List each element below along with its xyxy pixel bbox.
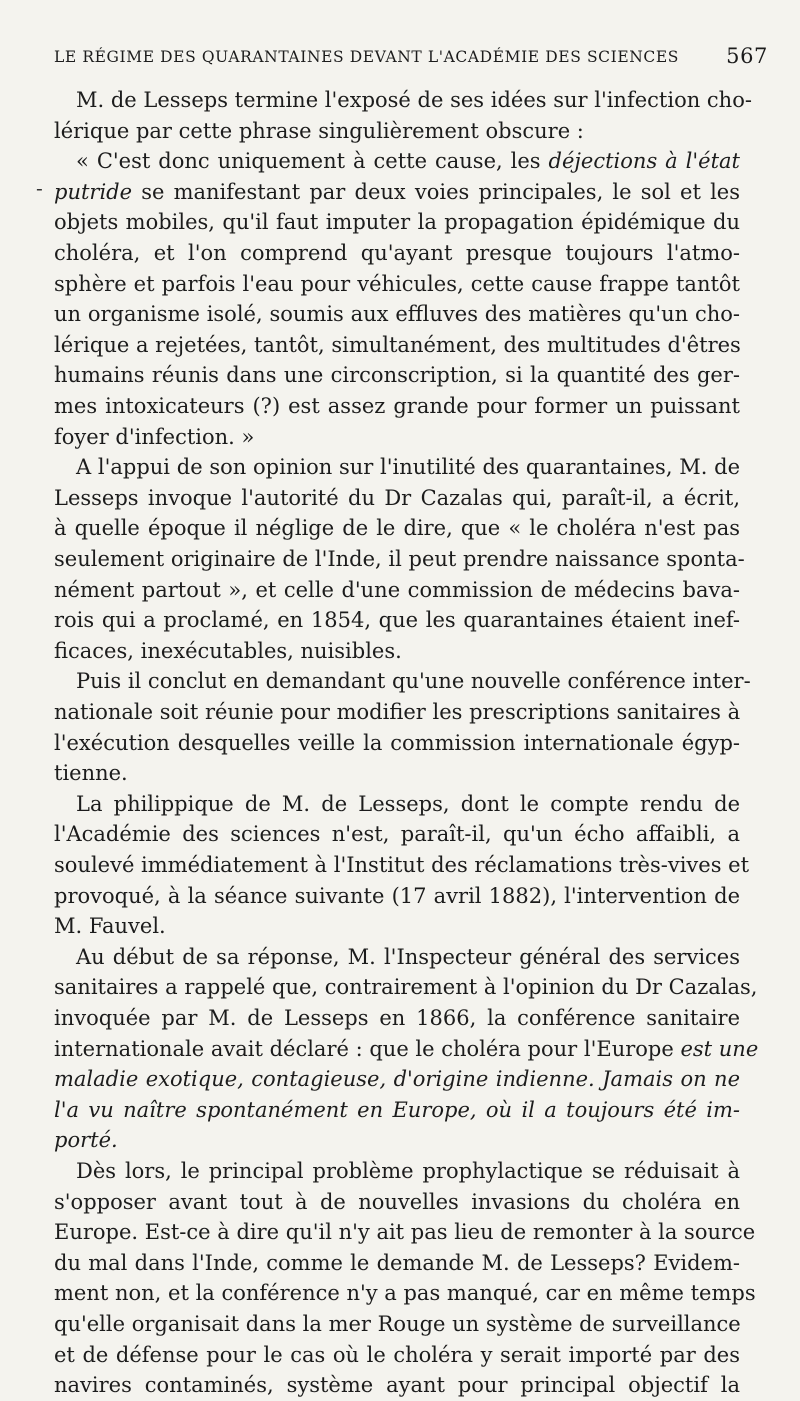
text-segment: internationale avait déclaré : que le choléra pour l'Europe — [54, 1036, 681, 1061]
text-line — [54, 696, 740, 728]
page-number: 567 — [726, 44, 768, 68]
italic-segment: maladie exotique, contagieuse, d'origine indienne. Jamais on ne — [54, 1067, 740, 1092]
text-line — [76, 941, 740, 973]
text-segment: mes intoxicateurs (?) est assez grande pour former un puissant — [54, 394, 740, 418]
text-line — [76, 788, 740, 820]
text-line — [54, 421, 740, 453]
text-segment: l'Académie des sciences n'est, paraît-il, qu'un écho affaibli, a — [54, 822, 740, 847]
text-line — [54, 757, 740, 789]
text-segment: choléra, et l'on comprend qu'ayant presque toujours l'atmo- — [54, 241, 740, 265]
text-segment: « C'est donc uniquement à cette cause, les — [76, 149, 549, 174]
text-segment: rois qui a proclamé, en 1854, que les quarantaines étaient inef- — [54, 608, 740, 633]
running-title: LE RÉGIME DES QUARANTAINES DEVANT L'ACADÉMIE DES SCIENCES — [54, 48, 680, 66]
italic-segment: porté. — [54, 1128, 118, 1153]
text-line — [54, 329, 740, 361]
italic-segment: est une — [680, 1036, 759, 1061]
text-line — [54, 512, 740, 544]
text-segment: M. de Lesseps termine l'exposé de ses idées sur l'infection cho- — [76, 88, 752, 112]
text-segment: humains réunis dans une circonscription, si la quantité des ger- — [54, 363, 740, 388]
italic-segment: l'a vu naître spontanément en Europe, où il a toujours été im- — [54, 1097, 740, 1122]
text-segment: nément partout », et celle d'une commission de médecins bava- — [54, 577, 740, 602]
text-segment: un organisme isolé, soumis aux effluves des matières qu'un cho- — [54, 302, 740, 327]
text-line — [54, 1186, 740, 1218]
text-segment: Au début de sa réponse, M. l'Inspecteur général des services — [76, 944, 740, 969]
text-line — [54, 1002, 740, 1034]
text-line — [76, 84, 752, 116]
text-line — [54, 818, 740, 850]
text-segment: nationale soit réunie pour modifier les prescriptions sanitaires à — [54, 700, 741, 724]
text-segment: sanitaires a rappelé que, contrairement à l'opinion du Dr Cazalas, — [54, 975, 758, 1000]
text-segment: soulevé immédiatement à l'Institut des réclamations très-vives et — [54, 853, 750, 877]
text-line — [54, 543, 745, 575]
text-line — [54, 176, 740, 208]
text-segment: lérique a rejetées, tantôt, simultanément, des multitudes d'êtres — [54, 332, 741, 357]
text-line — [54, 115, 740, 147]
text-segment: sphère et parfois l'eau pour véhicules, cette cause frappe tantôt — [54, 271, 740, 296]
text-line — [76, 1155, 740, 1187]
text-line — [76, 665, 751, 697]
text-line — [54, 1308, 740, 1340]
text-line — [54, 1277, 756, 1309]
text-segment: Dès lors, le principal problème prophylactique se réduisait à — [76, 1159, 740, 1183]
text-segment: La philippique de M. de Lesseps, dont le compte rendu de — [76, 791, 740, 816]
text-segment: l'exécution desquelles veille la commission internationale égyp- — [54, 730, 740, 755]
text-segment: foyer d'infection. » — [54, 424, 255, 449]
text-line — [54, 1339, 740, 1371]
text-line — [54, 1369, 740, 1401]
text-line — [54, 574, 740, 606]
text-line — [54, 880, 740, 912]
text-line — [54, 359, 740, 391]
text-segment: provoqué, à la séance suivante (17 avril 1882), l'intervention de — [54, 883, 740, 908]
text-line — [54, 390, 740, 422]
text-segment: invoquée par M. de Lesseps en 1866, la conférence sanitaire — [54, 1006, 740, 1030]
text-line — [54, 206, 740, 238]
text-segment: tienne. — [54, 761, 128, 786]
text-line — [54, 1247, 740, 1279]
text-line — [54, 910, 740, 942]
text-line — [76, 451, 740, 483]
text-line — [54, 268, 740, 300]
text-segment: Puis il conclut en demandant qu'une nouvelle conférence inter- — [76, 669, 751, 694]
text-segment: A l'appui de son opinion sur l'inutilité des quarantaines, M. de — [76, 455, 740, 480]
text-line — [54, 1216, 756, 1248]
text-line — [76, 145, 740, 177]
italic-segment: putride — [54, 179, 133, 204]
text-line — [54, 971, 758, 1003]
text-segment: s'opposer avant tout à de nouvelles invasions du choléra en — [54, 1189, 740, 1214]
text-line — [54, 1094, 740, 1126]
text-line — [54, 1063, 740, 1095]
text-segment: du mal dans l'Inde, comme le demande M. de Lesseps? Evidem- — [54, 1250, 740, 1275]
text-line — [54, 298, 740, 330]
text-segment: et de défense pour le cas où le choléra y serait importé par des — [54, 1342, 740, 1367]
text-segment: se manifestant par deux voies principales, le sol et les — [132, 179, 740, 204]
text-segment: Europe. Est-ce à dire qu'il n'y ait pas lieu de remonter à la source — [54, 1220, 756, 1245]
text-line — [54, 727, 740, 759]
margin-dash: - — [36, 176, 43, 200]
text-segment: ment non, et la conférence n'y a pas manqué, car en même temps — [54, 1281, 756, 1306]
text-segment: Lesseps invoque l'autorité du Dr Cazalas qui, paraît-il, a écrit, — [54, 485, 740, 510]
running-header — [54, 46, 768, 70]
text-line — [54, 604, 740, 636]
text-line — [54, 1033, 759, 1065]
text-line — [54, 1124, 740, 1156]
text-line — [54, 635, 740, 667]
text-segment: M. Fauvel. — [54, 914, 166, 939]
text-segment: à quelle époque il néglige de le dire, que « le choléra n'est pas — [54, 516, 740, 541]
text-line — [54, 849, 750, 881]
text-segment: objets mobiles, qu'il faut imputer la propagation épidémique du — [54, 210, 740, 235]
text-segment: ficaces, inexécutables, nuisibles. — [54, 638, 402, 663]
text-segment: qu'elle organisait dans la mer Rouge un système de surveillance — [54, 1312, 741, 1336]
text-segment: navires contaminés, système ayant pour principal objectif la — [54, 1373, 740, 1398]
text-segment: lérique par cette phrase singulièrement obscure : — [54, 118, 584, 143]
italic-segment: déjections à l'état — [548, 149, 740, 174]
text-segment: seulement originaire de l'Inde, il peut prendre naissance sponta- — [54, 547, 745, 571]
text-line — [54, 482, 740, 514]
text-line — [54, 237, 740, 269]
